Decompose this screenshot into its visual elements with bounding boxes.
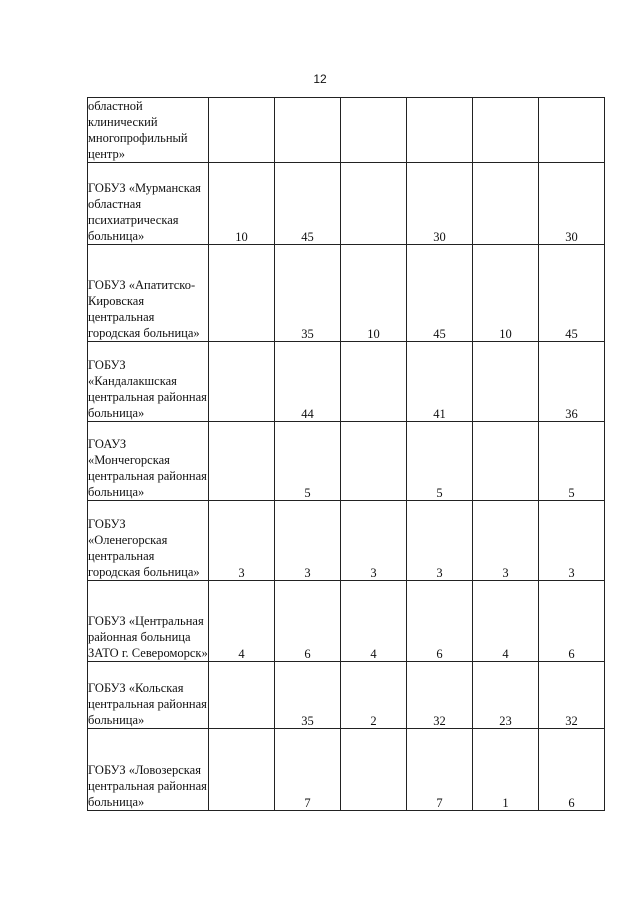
value-cell: 4 [209,581,275,662]
value-cell: 45 [539,245,605,342]
hospital-name-cell: ГОБУЗ «Кольская центральная районная больница» [88,662,209,729]
value-cell: 1 [473,729,539,811]
value-cell [209,245,275,342]
value-cell [341,98,407,163]
value-cell [341,422,407,501]
table-row [88,342,605,422]
value-cell: 7 [407,729,473,811]
hospital-name-cell: ГОАУЗ «Мончегорская центральная районная больница» [88,422,209,501]
value-cell: 23 [473,662,539,729]
table-row [88,581,605,662]
value-cell: 30 [539,163,605,245]
value-cell [209,662,275,729]
hospital-name-cell: ГОБУЗ «Кандалакшская центральная районная больница» [88,342,209,422]
value-cell [275,98,341,163]
value-cell: 5 [539,422,605,501]
value-cell: 6 [407,581,473,662]
value-cell: 30 [407,163,473,245]
value-cell: 3 [341,501,407,581]
hospital-name-cell: ГОБУЗ «Центральная районная больница ЗАТО г. Североморск» [88,581,209,662]
value-cell: 35 [275,245,341,342]
value-cell [407,98,473,163]
value-cell: 32 [539,662,605,729]
value-cell: 5 [275,422,341,501]
value-cell [209,729,275,811]
table-row [88,729,605,811]
value-cell [473,422,539,501]
value-cell [341,163,407,245]
value-cell: 10 [209,163,275,245]
table-row [88,245,605,342]
table-row [88,501,605,581]
value-cell [341,729,407,811]
value-cell: 6 [539,581,605,662]
value-cell: 7 [275,729,341,811]
value-cell: 3 [275,501,341,581]
value-cell: 6 [539,729,605,811]
value-cell [209,422,275,501]
table-row [88,163,605,245]
value-cell [473,342,539,422]
table-row [88,422,605,501]
value-cell: 36 [539,342,605,422]
value-cell: 3 [539,501,605,581]
table-row [88,98,605,163]
value-cell [473,163,539,245]
table-row [88,662,605,729]
value-cell: 6 [275,581,341,662]
value-cell: 3 [407,501,473,581]
hospital-name-cell: ГОБУЗ «Оленегорская центральная городская больница» [88,501,209,581]
value-cell: 35 [275,662,341,729]
value-cell: 41 [407,342,473,422]
hospital-name-cell: ГОБУЗ «Мурманская областная психиатрическая больница» [88,163,209,245]
value-cell [539,98,605,163]
value-cell: 10 [341,245,407,342]
hospital-name-cell: ГОБУЗ «Апатитско-Кировская центральная городская больница» [88,245,209,342]
page-number: 12 [313,72,327,86]
value-cell: 2 [341,662,407,729]
value-cell: 5 [407,422,473,501]
hospital-name-cell: областной клинический многопрофильный центр» [88,98,209,163]
value-cell: 32 [407,662,473,729]
value-cell: 4 [341,581,407,662]
value-cell [209,342,275,422]
value-cell [473,98,539,163]
value-cell: 45 [275,163,341,245]
value-cell [209,98,275,163]
value-cell: 44 [275,342,341,422]
hospital-table [87,97,605,811]
value-cell: 3 [473,501,539,581]
hospital-name-cell: ГОБУЗ «Ловозерская центральная районная больница» [88,729,209,811]
value-cell: 4 [473,581,539,662]
value-cell: 45 [407,245,473,342]
value-cell [341,342,407,422]
value-cell: 10 [473,245,539,342]
value-cell: 3 [209,501,275,581]
